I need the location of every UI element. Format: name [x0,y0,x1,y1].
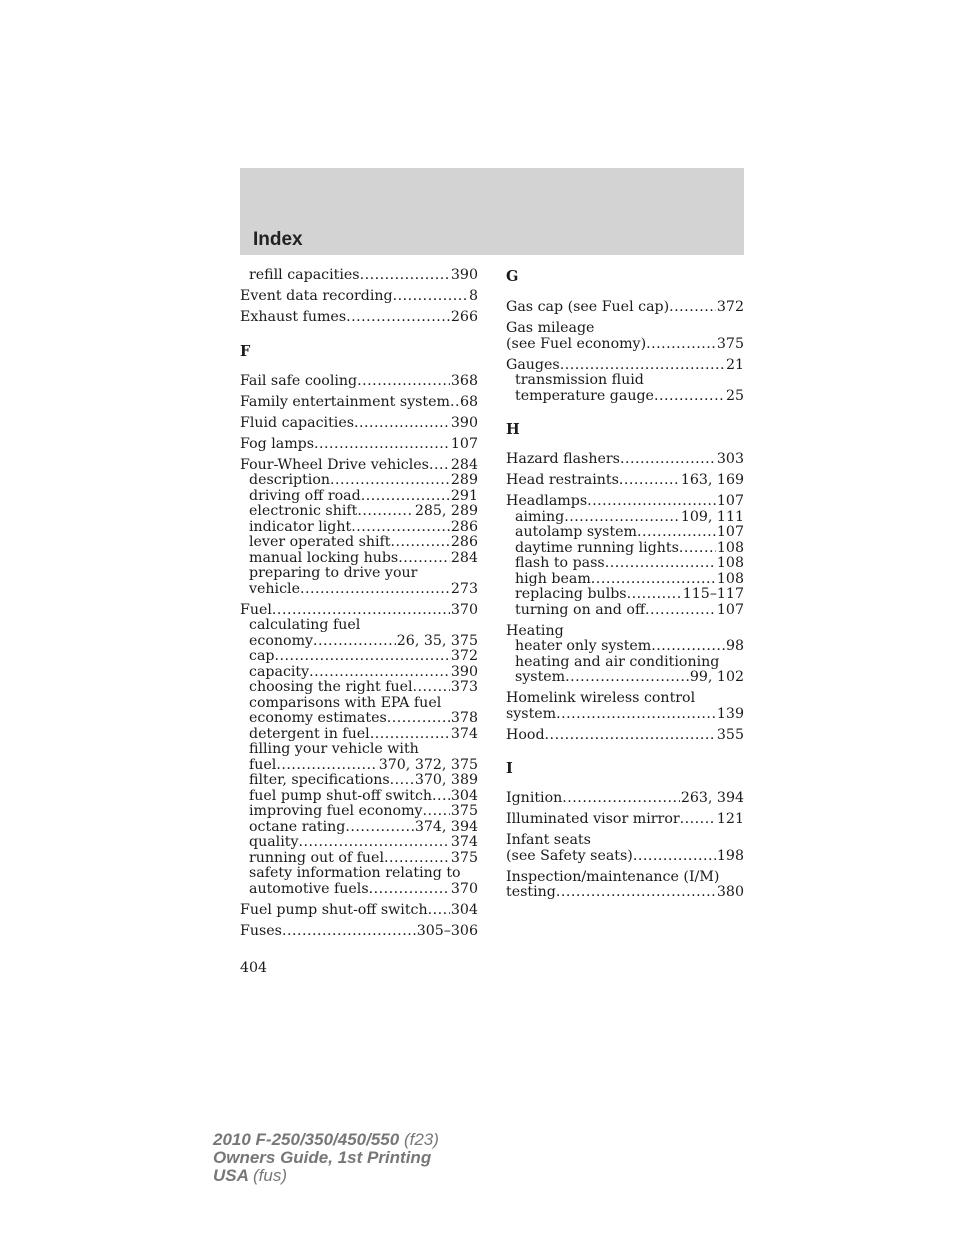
entry-term: economy estimates [249,711,387,726]
entry-term: refill capacities [249,268,360,283]
index-entry [506,624,744,686]
index-entry-line [506,728,744,744]
index-entry [240,395,478,411]
index-entry-line [506,300,744,316]
index-subentry-line [506,639,744,655]
dot-leader [300,582,450,598]
page-reference: 273 [450,581,478,597]
dot-leader [633,849,716,865]
index-subentry-line [240,566,478,582]
index-entry [506,728,744,744]
index-subentry-line [240,696,478,712]
index-entry-line [506,707,744,723]
index-entry-line [240,437,478,453]
dot-leader [369,882,450,898]
index-subentry-line [240,835,478,851]
index-subentry-line [240,711,478,727]
index-subentry-line [506,556,744,572]
entry-term: testing [506,885,556,900]
page-reference: 375 [450,804,478,819]
dot-leader [390,773,414,789]
dot-leader [413,680,450,696]
dot-leader [387,711,450,727]
index-entry-line [240,903,478,919]
index-subentry-line [240,551,478,567]
entry-term: choosing the right fuel [249,680,413,695]
index-entry [506,691,744,722]
index-subentry-line [240,882,478,898]
dot-leader [645,603,716,619]
dot-leader [429,458,450,474]
page-reference: 284 [450,457,478,473]
dot-leader [627,587,682,603]
dot-leader [360,268,450,284]
entry-term: replacing bulbs [515,587,627,602]
entry-term: Hood [506,727,545,743]
dot-leader [432,789,450,805]
page-reference: 68 [459,394,478,410]
index-entry-line [506,870,744,886]
entry-term: manual locking hubs [249,550,399,566]
entry-term: Illuminated visor mirror [506,812,680,827]
page-reference: 291 [450,488,478,504]
entry-term: capacity [249,664,310,680]
dot-leader [651,639,725,655]
entry-term: quality [249,835,299,850]
document-footer [213,1131,439,1185]
dot-leader [330,473,450,489]
entry-term: (see Safety seats) [506,848,633,864]
page-reference: 374 [450,726,478,742]
page-reference: 266 [450,310,478,325]
entry-term: Gas cap (see Fuel cap) [506,300,670,315]
entry-term: high beam [515,571,591,587]
index-subentry-line [240,268,478,284]
entry-term: Hazard flashers [506,452,620,467]
entry-term: Exhaust fumes [240,310,347,325]
entry-term: lever operated shift [249,535,391,550]
entry-term: Inspection/maintenance (I/M) [506,869,720,885]
index-subentry-line [506,572,744,588]
entry-term: filling your vehicle with [249,742,419,757]
entry-term: calculating fuel [249,618,361,633]
dot-leader [275,649,450,665]
entry-term: autolamp system [515,525,638,540]
entry-term: Fuel [240,602,272,618]
index-entry-line [506,452,744,468]
index-entry-line [506,812,744,828]
page-reference: 390 [450,664,478,680]
index-entry-line [506,624,744,640]
index-subentry-line [240,504,478,520]
entry-term: flash to pass [515,556,605,571]
entry-term: economy [249,633,314,649]
index-subentry-line [240,804,478,820]
page-reference: 372 [716,300,744,315]
dot-leader [669,300,716,316]
dot-leader [313,634,396,650]
entry-term: running out of fuel [249,850,384,866]
dot-leader [351,520,450,536]
dot-leader [393,289,468,305]
dot-leader [680,812,716,828]
index-subentry-line [240,742,478,758]
entry-term: Gas mileage [506,321,595,336]
entry-term: system [515,670,566,685]
index-entry [240,458,478,598]
page-reference: 373 [450,680,478,695]
index-subentry-line [506,603,744,619]
entry-term: aiming [515,509,565,525]
page-reference: 284 [450,550,478,566]
dot-leader [298,835,449,851]
page-reference: 370 [450,602,478,618]
footer-model-code: (f23) [403,1130,439,1149]
index-entry [506,473,744,489]
index-subentry-line [506,587,744,603]
entry-term: Fuses [240,923,282,939]
footer-market-code: (fus) [253,1166,287,1185]
page-reference: 372 [450,649,478,664]
dot-leader [562,791,680,807]
entry-term: improving fuel economy [249,804,423,819]
page-reference: 286 [450,535,478,550]
page-reference: 375 [716,336,744,352]
page-reference: 380 [716,885,744,900]
index-entry [240,903,478,919]
index-entry [240,603,478,898]
entry-term: comparisons with EPA fuel [249,695,442,711]
dot-leader [545,728,716,744]
index-subentry-line [506,655,744,671]
index-subentry-line [506,670,744,686]
index-entry [240,374,478,390]
index-subentry-line [506,510,744,526]
index-subentry-line [240,727,478,743]
entry-term: automotive fuels [249,881,369,897]
entry-term: Fail safe cooling [240,373,358,389]
dot-leader [345,820,413,836]
dot-leader [398,551,450,567]
index-entry [506,358,744,405]
entry-term: Homelink wireless control [506,691,696,706]
footer-line-1 [213,1131,439,1149]
index-entry-line [240,924,478,940]
index-entry-line [506,849,744,865]
page-title: Index [253,229,303,250]
entry-term: heating and air conditioning [515,654,720,670]
dot-leader [282,924,416,940]
entry-term: Event data recording [240,289,393,304]
index-subentry-line [240,665,478,681]
entry-term: heater only system [515,639,652,654]
dot-leader [587,494,716,510]
dot-leader [384,851,450,867]
index-entry-line [506,473,744,489]
entry-term: fuel pump shut-off switch [249,788,433,804]
page-reference: 25 [725,388,744,404]
page-reference: 21 [725,357,744,373]
index-subentry-line [240,634,478,650]
dot-leader [428,903,450,919]
index-entry-line [506,885,744,901]
page-reference: 263, 394 [680,791,744,806]
footer-line-2 [213,1149,439,1167]
entry-term: description [249,473,331,488]
page-reference: 107 [716,525,744,540]
index-entry-line [240,374,478,390]
dot-leader [370,727,450,743]
section-letter: F [240,342,251,360]
page-reference: 139 [716,706,744,722]
index-column-left [240,266,478,939]
page-reference: 304 [450,788,478,804]
entry-term: Ignition [506,791,563,806]
entry-term: octane rating [249,819,346,835]
entry-term: Fluid capacities [240,415,354,431]
entry-term: Fuel pump shut-off switch [240,902,428,918]
entry-term: electronic shift [249,504,358,519]
footer-model: 2010 F-250/350/450/550 [213,1130,400,1149]
page-reference: 285, 289 [414,504,478,519]
entry-term: transmission fluid [515,373,644,388]
index-entry-line [506,691,744,707]
dot-leader [591,572,716,588]
index-subentry-line [240,582,478,598]
entry-term: detergent in fuel [249,726,370,742]
dot-leader [605,556,716,572]
entry-term: filter, specifications [249,773,390,788]
index-entry [506,494,744,618]
dot-leader [450,395,459,411]
section-letter: H [506,421,520,438]
entry-term: driving off road [249,488,361,504]
dot-leader [565,670,689,686]
footer-line-3 [213,1167,439,1185]
index-subentry-line [240,535,478,551]
index-entry-line [506,833,744,849]
section-letter: G [506,268,519,285]
dot-leader [272,603,450,619]
page-reference: 374 [450,835,478,850]
index-entry-line [240,395,478,411]
dot-leader [346,310,450,326]
page-reference: 390 [450,268,478,283]
entry-term: Headlamps [506,494,588,509]
index-entry [506,833,744,864]
index-entry [240,437,478,453]
dot-leader [679,541,716,557]
index-subentry-line [240,473,478,489]
dot-leader [560,358,725,374]
entry-term: Gauges [506,357,560,373]
page-reference: 305–306 [416,923,478,939]
page-reference: 99, 102 [689,670,744,685]
dot-leader [646,337,716,353]
index-subentry-line [240,520,478,536]
page-reference: 289 [450,473,478,488]
entry-term: Infant seats [506,833,591,848]
page-reference: 355 [716,727,744,743]
index-entry [506,812,744,828]
dot-leader [357,504,413,520]
index-entry [240,924,478,940]
dot-leader [556,707,716,723]
section-letter: I [506,760,513,777]
index-entry [506,791,744,807]
entry-term: preparing to drive your [249,566,418,581]
page-reference: 378 [450,711,478,726]
entry-term: cap [249,649,275,664]
index-subentry-line [240,789,478,805]
dot-leader [637,525,716,541]
page-reference: 26, 35, 375 [396,633,478,649]
page-reference: 375 [450,850,478,866]
dot-leader [361,489,450,505]
page-reference: 198 [716,848,744,864]
index-entry [506,321,744,352]
entry-term: turning on and off [515,602,646,618]
page-reference: 370 [450,881,478,897]
index-entry-line [506,358,744,374]
page-reference: 115–117 [682,587,744,602]
index-subentry-line [506,541,744,557]
page-reference: 107 [450,436,478,452]
page-reference: 8 [468,289,478,304]
index-subentry-line [506,525,744,541]
index-subentry-line [240,649,478,665]
index-column-right [506,266,744,901]
index-entry-line [506,321,744,337]
index-entry-line [240,310,478,326]
page-reference: 98 [725,639,744,654]
page-reference: 107 [716,602,744,618]
page-reference: 121 [716,812,744,827]
dot-leader [654,389,725,405]
entry-term: indicator light [249,519,352,535]
entry-term: system [506,706,557,722]
page-reference: 374, 394 [414,819,478,835]
dot-leader [354,416,450,432]
page-reference: 368 [450,373,478,389]
index-entry-line [506,494,744,510]
dot-leader [391,535,450,551]
page-reference: 303 [716,452,744,467]
index-entry [240,289,478,305]
page-number: 404 [240,960,268,976]
index-subentry-line [240,680,478,696]
entry-term: Fog lamps [240,436,315,452]
index-entry [240,310,478,326]
index-entry-line [240,416,478,432]
entry-term: fuel [249,757,277,773]
index-entry-line [506,337,744,353]
index-subentry-line [240,618,478,634]
index-entry [240,268,478,284]
index-subentry-line [506,389,744,405]
page-reference: 107 [716,494,744,509]
entry-term: Family entertainment system [240,394,450,410]
index-subentry-line [240,773,478,789]
dot-leader [423,804,450,820]
index-entry [240,416,478,432]
footer-edition: Owners Guide, 1st Printing [213,1148,432,1167]
entry-term: (see Fuel economy) [506,336,647,352]
index-subentry-line [240,489,478,505]
dot-leader [314,437,450,453]
dot-leader [619,473,680,489]
dot-leader [556,885,716,901]
index-subentry-line [240,851,478,867]
dot-leader [564,510,680,526]
entry-term: Head restraints [506,473,619,488]
index-entry-line [240,458,478,474]
index-entry-line [240,603,478,619]
index-entry-line [506,791,744,807]
entry-term: temperature gauge [515,388,654,404]
page-reference: 108 [716,556,744,571]
index-entry [506,452,744,468]
entry-term: vehicle [249,581,300,597]
entry-term: safety information relating to [249,866,461,881]
page-reference: 108 [716,571,744,587]
entry-term: daytime running lights [515,540,679,556]
index-subentry-line [240,820,478,836]
page-reference: 370, 372, 375 [378,757,478,773]
index-entry [506,870,744,901]
dot-leader [357,374,450,390]
index-subentry-line [240,866,478,882]
index-subentry-line [506,373,744,389]
page-reference: 109, 111 [680,509,744,525]
entry-term: Heating [506,623,564,639]
index-entry [506,300,744,316]
entry-term: Four-Wheel Drive vehicles [240,457,429,473]
page-reference: 163, 169 [680,473,744,488]
page-reference: 370, 389 [414,773,478,788]
dot-leader [620,452,716,468]
index-header-bar [240,168,744,255]
index-subentry-line [240,758,478,774]
dot-leader [309,665,450,681]
page-reference: 108 [716,540,744,556]
footer-market: USA [213,1166,249,1185]
page-reference: 304 [450,902,478,918]
page-reference: 286 [450,519,478,535]
page-reference: 390 [450,415,478,431]
index-entry-line [240,289,478,305]
dot-leader [276,758,377,774]
